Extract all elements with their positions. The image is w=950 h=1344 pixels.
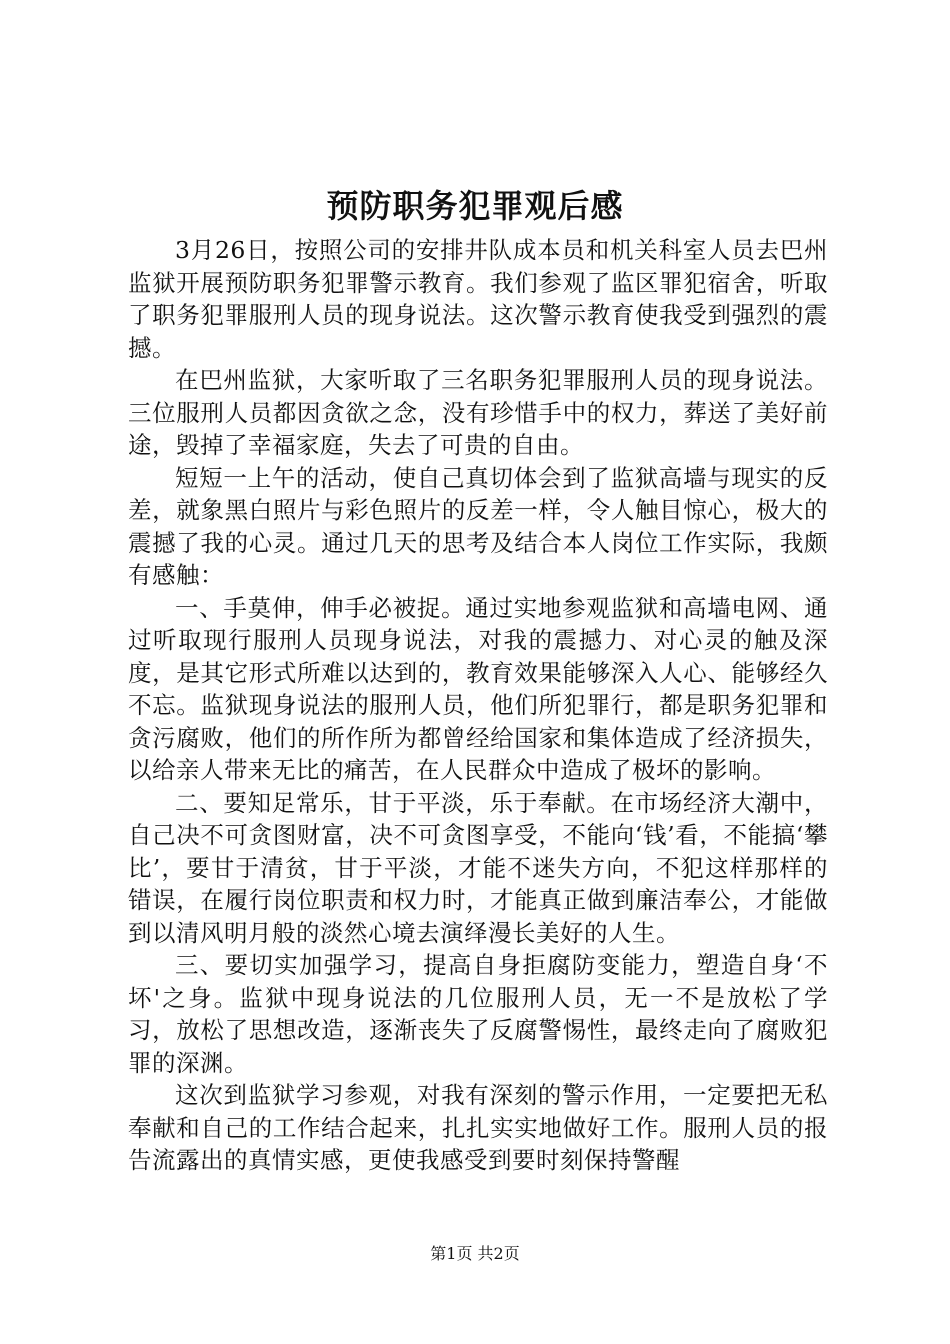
paragraph-6: 三、要切实加强学习，提高自身拒腐防变能力，塑造自身‘不坏'之身。监狱中现身说法的几位服刑人员，无一不是放松了学习，放松了思想改造，逐渐丧失了反腐警惕性，最终走向了腐败犯罪的深渊。 [128, 951, 828, 1077]
page-footer: 第1页 共2页 [430, 1244, 520, 1263]
paragraph-1: 3月26日，按照公司的安排井队成本员和机关科室人员去巴州监狱开展预防职务犯罪警示教育。我们参观了监区罪犯宿舍，听取了职务犯罪服刑人员的现身说法。这次警示教育使我受到强烈的震撼。 [128, 236, 828, 362]
paragraph-5: 二、要知足常乐，甘于平淡，乐于奉献。在市场经济大潮中，自己决不可贪图财富，决不可贪图享受，不能向‘钱’看，不能搞‘攀比’，要甘于清贫，甘于平淡，才能不迷失方向，不犯这样那样的错误，在履行岗位职责和权力时，才能真正做到廉洁奉公，才能做到以清风明月般的淡然心境去演绎漫长美好的人生。 [128, 788, 828, 947]
document-title: 预防职务犯罪观后感 [326, 187, 624, 225]
paragraph-2: 在巴州监狱，大家听取了三名职务犯罪服刑人员的现身说法。三位服刑人员都因贪欲之念，没有珍惜手中的权力，葬送了美好前途，毁掉了幸福家庭，失去了可贵的自由。 [128, 366, 828, 459]
paragraph-4: 一、手莫伸，伸手必被捉。通过实地参观监狱和高墙电网、通过听取现行服刑人员现身说法，对我的震撼力、对心灵的触及深度，是其它形式所难以达到的，教育效果能够深入人心、能够经久不忘。监狱现身说法的服刑人员，他们所犯罪行，都是职务犯罪和贪污腐败，他们的所作所为都曾经给国家和集体造成了经济损失，以给亲人带来无比的痛苦，在人民群众中造成了极坏的影响。 [128, 593, 828, 784]
document-body [128, 234, 828, 1177]
paragraph-3: 短短一上午的活动，使自己真切体会到了监狱高墙与现实的反差，就象黑白照片与彩色照片的反差一样，令人触目惊心，极大的震撼了我的心灵。通过几天的思考及结合本人岗位工作实际，我颇有感触： [128, 463, 828, 589]
paragraph-7: 这次到监狱学习参观，对我有深刻的警示作用，一定要把无私奉献和自己的工作结合起来，扎扎实实地做好工作。服刑人员的报告流露出的真情实感，更使我感受到要时刻保持警醒 [128, 1081, 828, 1174]
